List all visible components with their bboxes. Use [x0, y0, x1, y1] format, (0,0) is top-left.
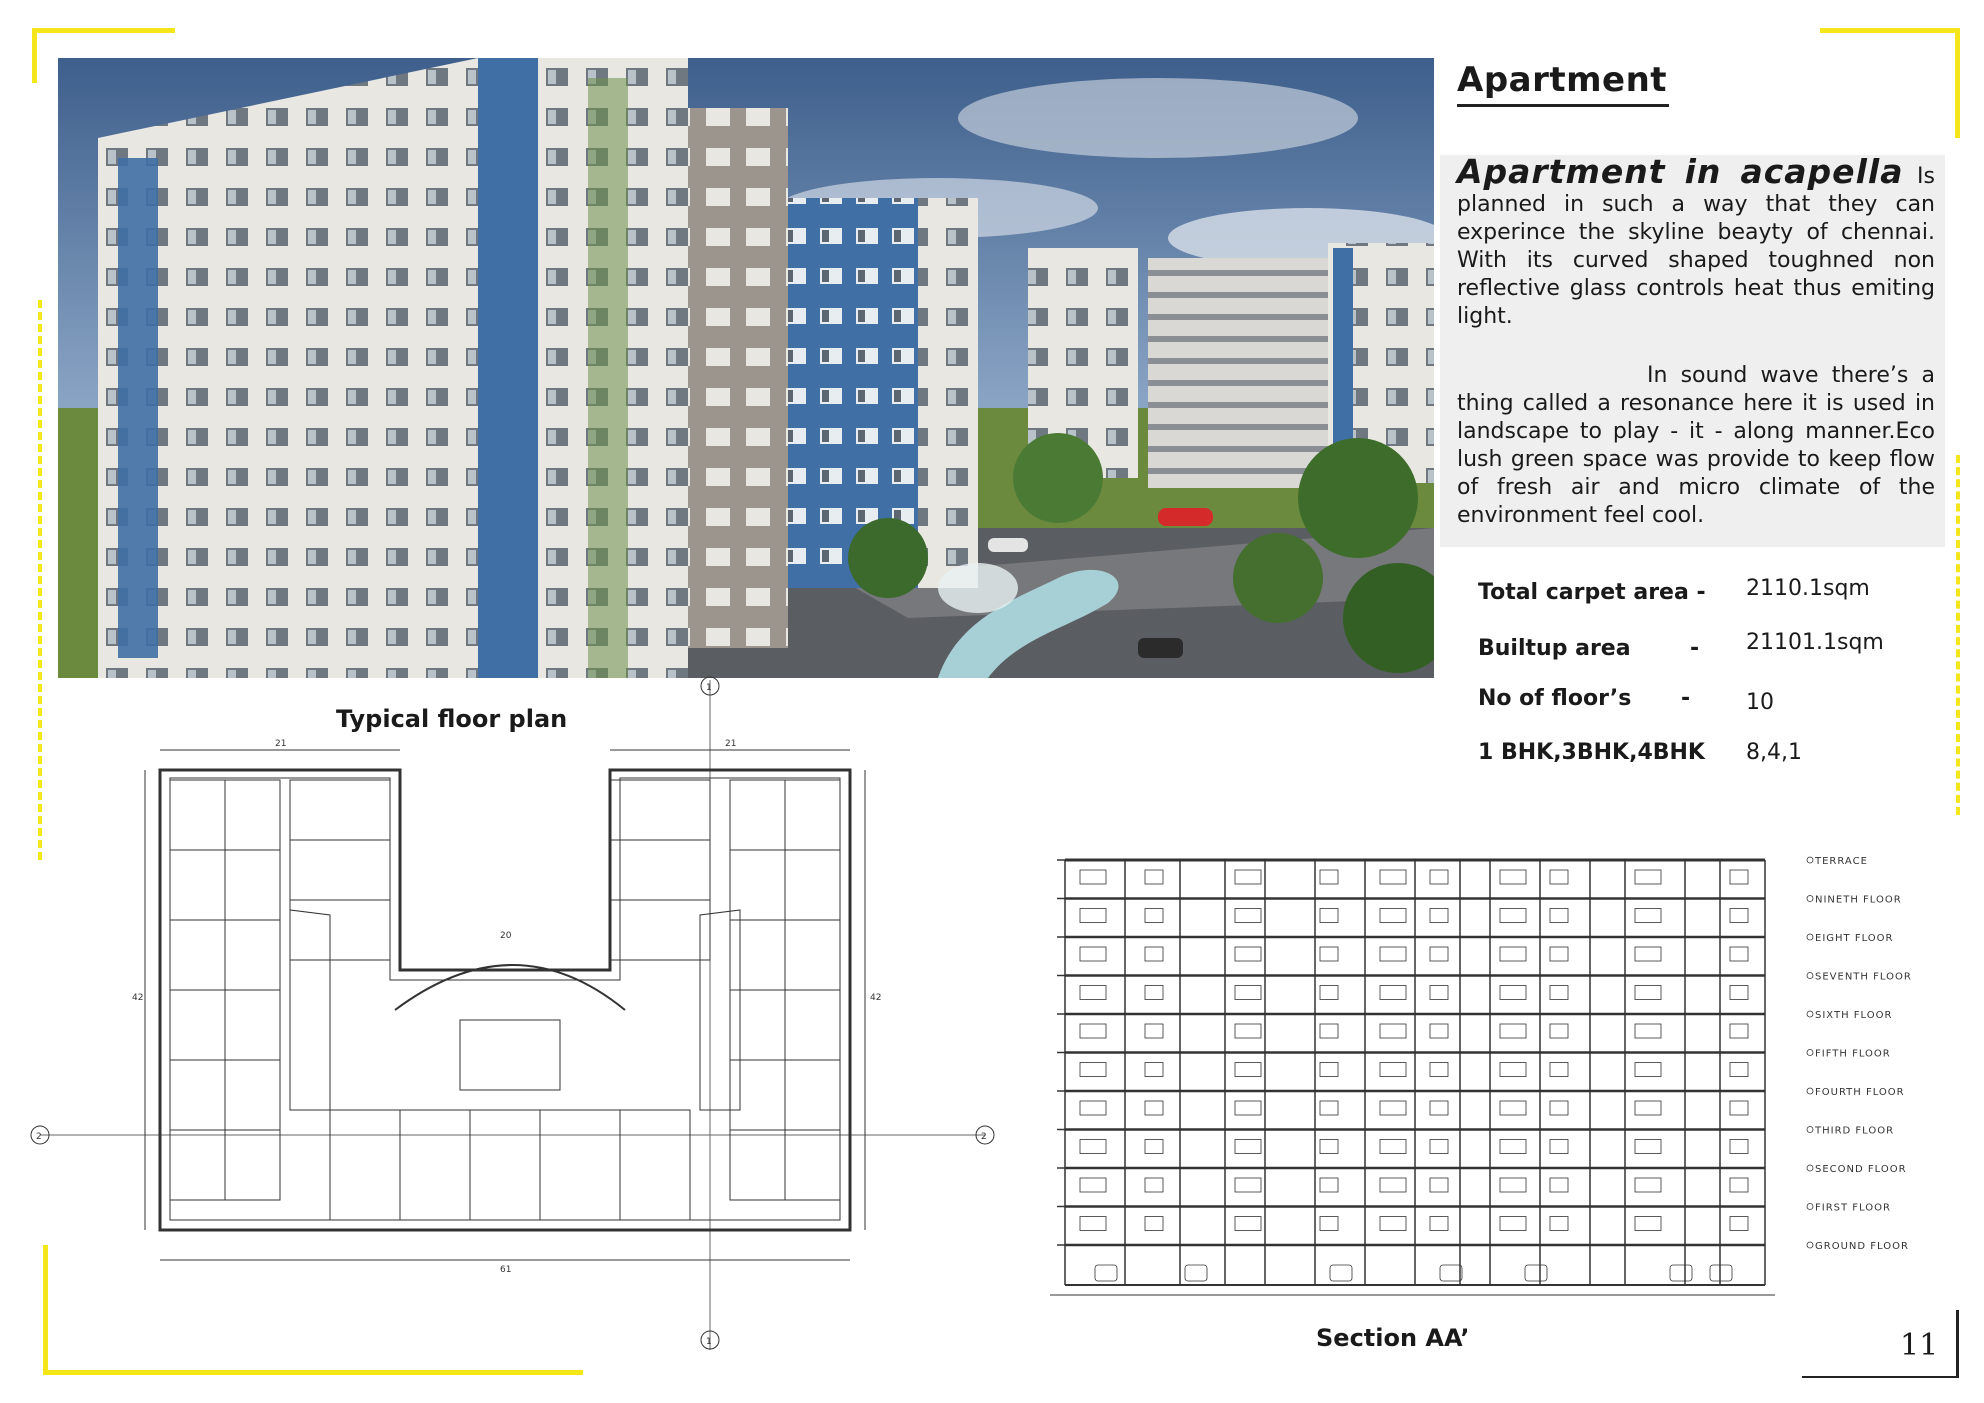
description-paragraph-2: In sound wave there’s a thing called a resonance here it is used in landscape to play - it - along manner.Eco lush green space was provide to keep flow of fresh air and micro climate of the environment feel cool.	[1457, 363, 1935, 528]
plan-dim-arc: 20	[500, 931, 512, 941]
plan-grid-bubble-bottom: 1	[706, 1337, 712, 1347]
section-level-label: FOURTH FLOOR	[1815, 1087, 1905, 1098]
typical-floor-plan-drawing	[20, 670, 1010, 1360]
apartment-rendering-image	[58, 58, 1434, 678]
section-level-label: GROUND FLOOR	[1815, 1241, 1909, 1252]
plan-dim-overall: 61	[500, 1265, 512, 1275]
frame-accent-top-left-v	[32, 28, 37, 83]
plan-dim-left-depth: 42	[132, 993, 144, 1003]
section-level-label: FIRST FLOOR	[1815, 1202, 1891, 1214]
section-level-label: EIGHT FLOOR	[1815, 933, 1894, 944]
section-level-label: TERRACE	[1815, 856, 1868, 867]
frame-accent-top-right-h	[1820, 28, 1960, 33]
stat-label-floors: No of floor’s	[1478, 686, 1632, 711]
section-level-label: FIFTH FLOOR	[1815, 1048, 1891, 1060]
section-level-label: NINETH FLOOR	[1815, 894, 1902, 906]
stat-value-floors: 10	[1746, 690, 1774, 715]
section-level-label: SEVENTH FLOOR	[1815, 971, 1912, 983]
description-lead: Apartment in acapella	[1457, 152, 1904, 191]
page-title: Apartment	[1457, 60, 1668, 100]
stat-value-carpet-area: 2110.1sqm	[1746, 576, 1870, 601]
title-underline	[1457, 104, 1669, 107]
description-para1-text: Is planned in such a way that they can experince the skyline beayty of chennai. With its curved shaped toughned non reflective glass controls heat thus emiting light.	[1457, 164, 1935, 329]
section-level-label: SECOND FLOOR	[1815, 1164, 1907, 1175]
section-level-label: THIRD FLOOR	[1815, 1125, 1895, 1137]
plan-grid-bubble-left: 2	[36, 1132, 42, 1142]
stat-dash-floors: -	[1681, 686, 1691, 711]
stat-label-builtup-area: Builtup area	[1478, 636, 1631, 661]
description-paragraph-1	[1457, 152, 1935, 331]
plan-grid-bubble-right: 2	[981, 1132, 987, 1142]
plan-grid-bubble-top: 1	[706, 683, 712, 693]
plan-dim-right-depth: 42	[870, 993, 882, 1003]
section-aa-drawing	[1020, 840, 1940, 1310]
floor-plan-caption: Typical floor plan	[336, 705, 568, 733]
page-number-bar	[1956, 1310, 1959, 1378]
plan-dim-left-wing: 21	[275, 739, 287, 749]
section-caption: Section AA’	[1316, 1324, 1470, 1352]
page-number: 11	[1900, 1328, 1939, 1363]
stat-label-carpet-area: Total carpet area -	[1478, 580, 1706, 605]
stat-label-unit-types: 1 BHK,3BHK,4BHK	[1478, 740, 1705, 765]
page-number-rule	[1802, 1376, 1956, 1378]
stat-value-unit-types: 8,4,1	[1746, 740, 1802, 765]
frame-accent-bottom-left-h	[43, 1370, 583, 1375]
plan-dim-right-wing: 21	[725, 739, 737, 749]
stat-dash-builtup: -	[1690, 636, 1700, 661]
section-level-label: SIXTH FLOOR	[1815, 1010, 1893, 1021]
frame-accent-top-left-h	[32, 28, 175, 33]
stat-value-builtup-area: 21101.1sqm	[1746, 630, 1884, 655]
frame-accent-right-dashed	[1956, 455, 1960, 815]
frame-accent-top-right-v	[1955, 28, 1960, 138]
